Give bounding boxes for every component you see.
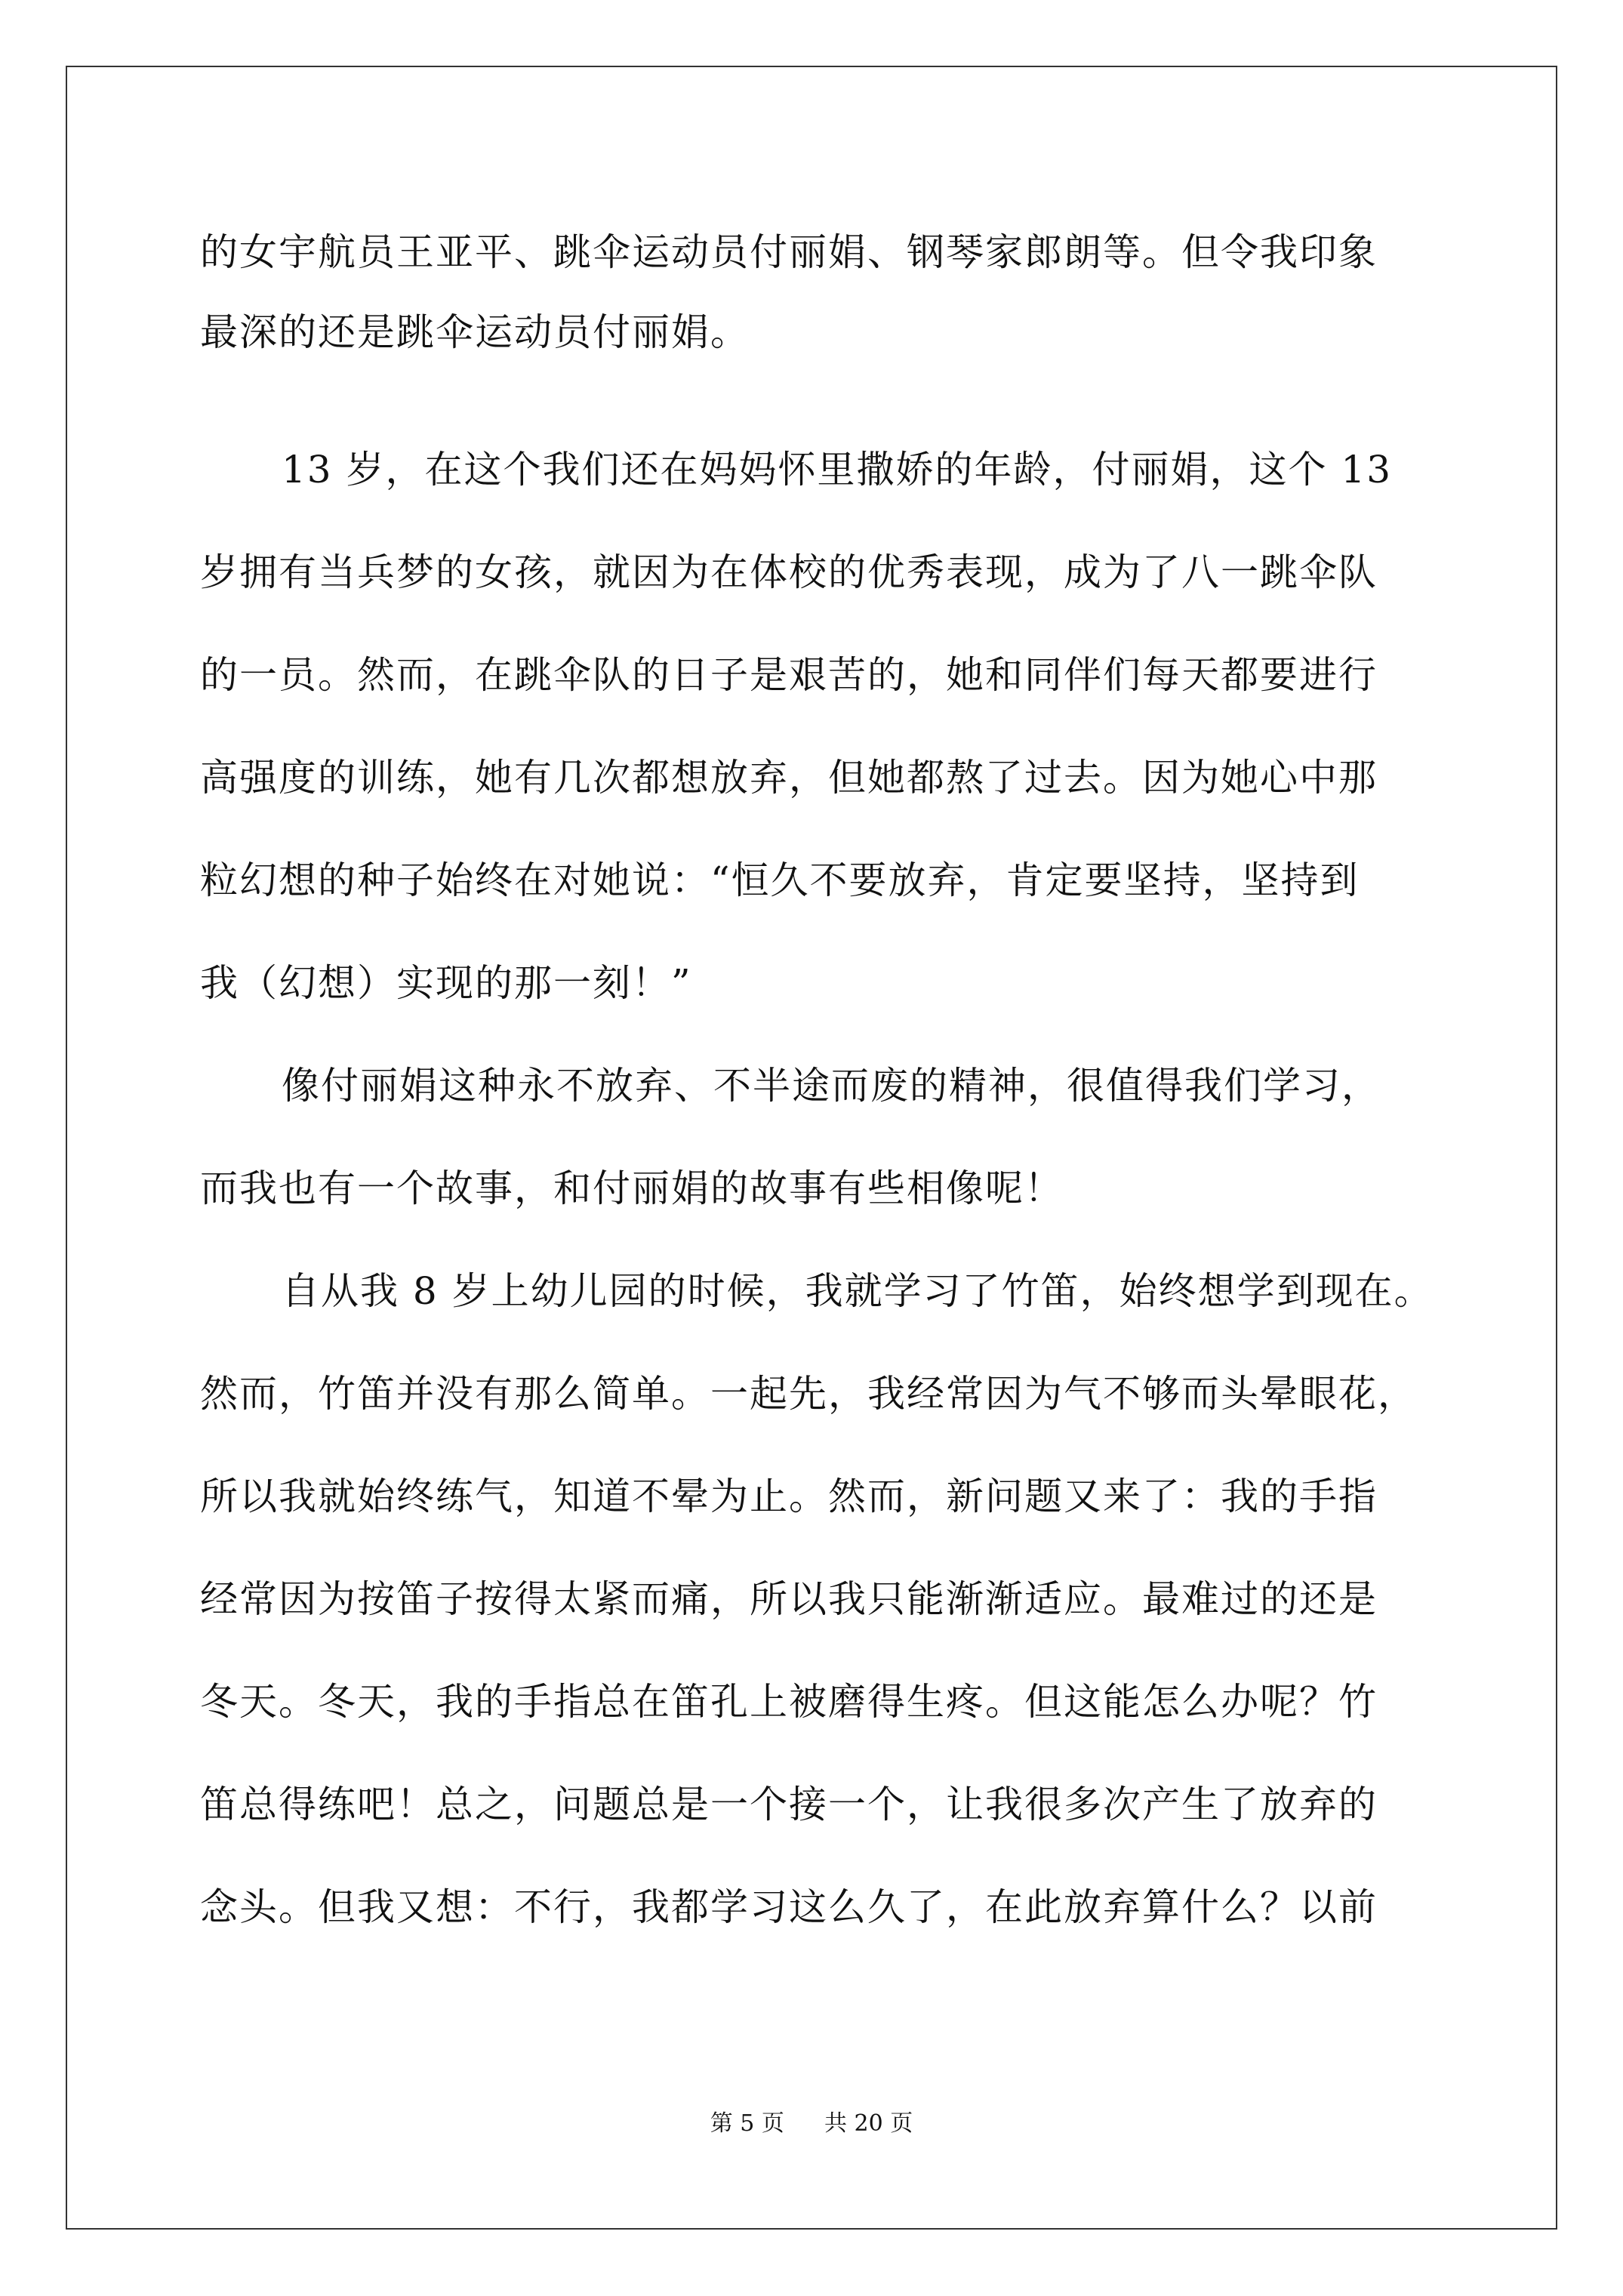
body-line-14: 经常因为按笛子按得太紧而痛，所以我只能渐渐适应。最难过的还是: [200, 1577, 1378, 1621]
body-line-6: 高强度的训练，她有几次都想放弃，但她都熬了过去。因为她心中那: [200, 756, 1378, 800]
body-line-3: 13 岁，在这个我们还在妈妈怀里撒娇的年龄，付丽娟，这个 13: [282, 448, 1393, 492]
page-number: 第 5 页: [710, 2110, 784, 2137]
body-line-9: 像付丽娟这种永不放弃、不半途而废的精神，很值得我们学习，: [282, 1064, 1381, 1108]
body-line-4: 岁拥有当兵梦的女孩，就因为在体校的优秀表现，成为了八一跳伞队: [200, 550, 1378, 594]
body-line-16: 笛总得练吧！总之，问题总是一个接一个，让我很多次产生了放弃的: [200, 1783, 1378, 1826]
body-line-5: 的一员。然而，在跳伞队的日子是艰苦的，她和同伴们每天都要进行: [200, 653, 1378, 697]
body-line-12: 然而，竹笛并没有那么简单。一起先，我经常因为气不够而头晕眼花，: [200, 1372, 1417, 1416]
body-line-7: 粒幻想的种子始终在对她说：“恒久不要放弃，肯定要坚持，坚持到: [200, 858, 1360, 902]
body-line-11: 自从我 8 岁上幼儿园的时候，我就学习了竹笛，始终想学到现在。: [282, 1269, 1434, 1313]
body-line-13: 所以我就始终练气，知道不晕为止。然而，新问题又来了：我的手指: [200, 1475, 1378, 1518]
body-line-8: 我（幻想）实现的那一刻！”: [200, 961, 692, 1005]
page-total: 共 20 页: [824, 2110, 913, 2137]
page-footer: [0, 2109, 1623, 2139]
body-line-2: 最深的还是跳伞运动员付丽娟。: [200, 310, 750, 354]
body-line-15: 冬天。冬天，我的手指总在笛孔上被磨得生疼。但这能怎么办呢？竹: [200, 1680, 1378, 1724]
body-line-1: 的女宇航员王亚平、跳伞运动员付丽娟、钢琴家郎朗等。但令我印象: [200, 230, 1378, 274]
body-line-17: 念头。但我又想：不行，我都学习这么久了，在此放弃算什么？以前: [200, 1885, 1378, 1929]
body-line-10: 而我也有一个故事，和付丽娟的故事有些相像呢！: [200, 1166, 1064, 1210]
